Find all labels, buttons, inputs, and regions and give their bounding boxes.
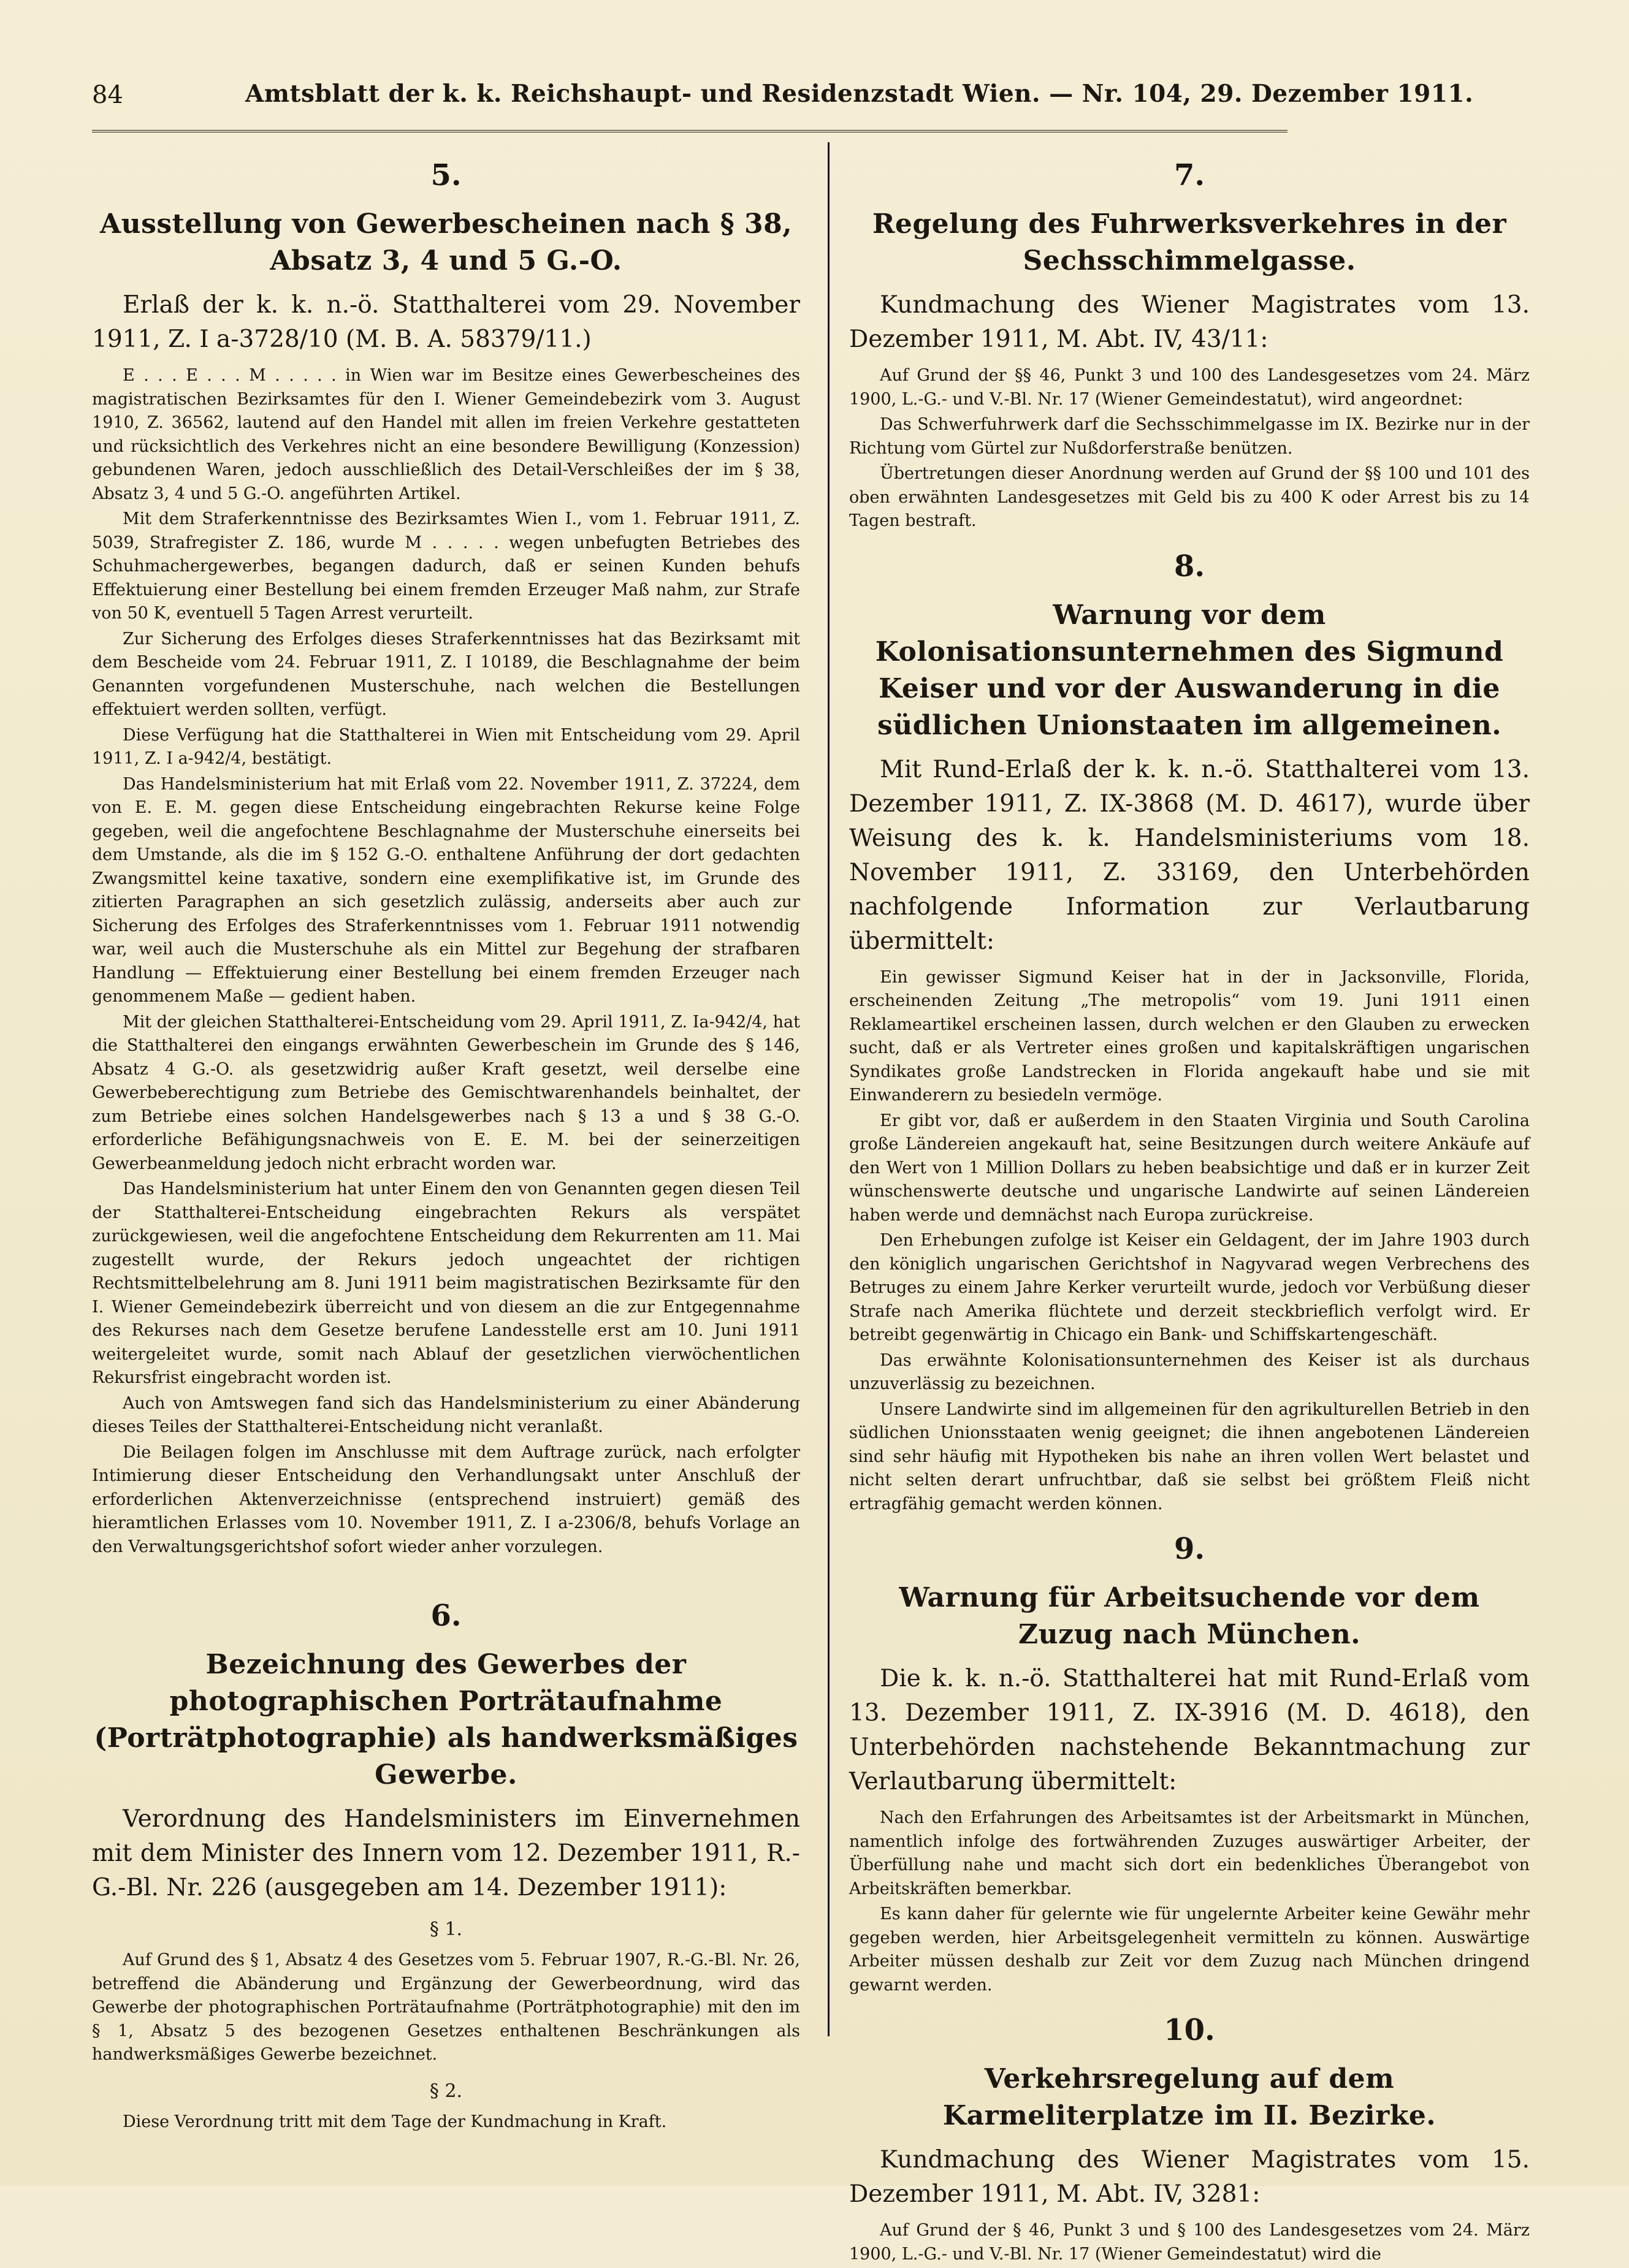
article-body xyxy=(849,2219,1530,2266)
article-title: Regelung des Fuhrwerksverkehres in der Sechsschimmelgasse. xyxy=(872,208,1507,276)
paragraph: E . . . E . . . M . . . . . in Wien war im Besitze eines Gewerbescheines des magistratischen Bezirksamtes für den I. Wiener Gemeindebezirk vom 3. August 1910, Z. 36562, lautend auf den Handel mit allen im freien Verkehre gestatteten und rücksichtlich des Verkehres nicht an eine besondere Bewilligung (Konzession) gebundenen Waren, jedoch ausschließlich des Detail-Verschleißes der im § 38, Absatz 3, 4 und 5 G.-O. angeführten Artikel. xyxy=(92,366,800,503)
article-9 xyxy=(849,1532,1530,1997)
article-body xyxy=(849,1806,1530,1997)
paragraph: Das Schwerfuhrwerk darf die Sechsschimmelgasse im IX. Bezirke nur in der Richtung vom Gürtel zur Nußdorferstraße benützen. xyxy=(849,415,1530,458)
article-title: Ausstellung von Gewerbescheinen nach § 38, Absatz 3, 4 und 5 G.-O. xyxy=(99,208,793,276)
paragraph: Das Handelsministerium hat mit Erlaß vom 22. November 1911, Z. 37224, dem von E. E. M. gegen diese Entscheidung eingebrachten Rekurse keine Folge gegeben, weil die angefochtene Beschlagnahme der Musterschuhe einerseits bei dem Umstande, als die im § 152 G.-O. enthaltene Anführung der dort gedachten Zwangsmittel keine taxative, sondern eine exemplifikative ist, im Grunde des zitierten Paragraphen an sich gesetzlich zulässig, anderseits aber auch zur Sicherung des Erfolges des Straferkenntnisses vom 1. Februar 1911 notwendig war, weil auch die Musterschuhe als ein Mittel zur Begehung der strafbaren Handlung — Effektuierung einer Bestellung bei einem fremden Erzeuger nach genommenem Maße — gedient haben. xyxy=(92,774,800,1006)
header-title: Amtsblatt der k. k. Reichshaupt- und Residenzstadt Wien. — Nr. 104, 29. Dezember 1911. xyxy=(245,80,1474,108)
article-number: 8. xyxy=(1173,549,1205,584)
paragraph: Mit der gleichen Statthalterei-Entscheidung vom 29. April 1911, Z. Ia-942/4, hat die Statthalterei den eingangs erwähnten Gewerbeschein im Grunde des § 146, Absatz 4 G.-O. als gesetzwidrig außer Kraft gesetzt, weil derselbe eine Gewerbeberechtigung zum Betriebe des Gemischtwarenhandels beinhaltet, der zum Betriebe eines solchen Handelsgewerbes nach § 13 a und § 38 G.-O. erforderliche Befähigungsnachweis von E. E. M. bei der seinerzeitigen Gewerbeanmeldung jedoch nicht erbracht worden war. xyxy=(92,1012,800,1173)
paragraph: Übertretungen dieser Anordnung werden auf Grund der §§ 100 und 101 des oben erwähnten Landesgesetzes mit Geld bis zu 400 K oder Arrest bis zu 14 Tagen bestraft. xyxy=(849,464,1530,530)
paragraph: Das erwähnte Kolonisationsunternehmen des Keiser ist als durchaus unzuverlässig zu bezeichnen. xyxy=(849,1350,1530,1393)
article-intro: Verordnung des Handelsministers im Einvernehmen mit dem Minister des Innern vom 12. Dezember 1911, R.-G.-Bl. Nr. 226 (ausgegeben am 14. Dezember 1911): xyxy=(92,1805,800,1901)
paragraph: Den Erhebungen zufolge ist Keiser ein Geldagent, der im Jahre 1903 durch den königlich ungarischen Gerichtshof in Nagyvarad wegen Verbrechens des Betruges zu einem Jahre Kerker verurteilt wurde, jedoch vor Verbüßung dieser Strafe nach Amerika flüchtete und derzeit steckbrieflich verfolgt wird. Er betreibt gegenwärtig in Chicago ein Bank- und Schiffskartengeschäft. xyxy=(849,1231,1530,1344)
paragraph: Das Handelsministerium hat unter Einem den von Genannten gegen diesen Teil der Statthalterei-Entscheidung eingebrachten Rekurs als verspätet zurückgewiesen, weil die angefochtene Entscheidung dem Rekurrenten am 11. Mai zugestellt wurde, der Rekurs jedoch ungeachtet der richtigen Rechtsmittelbelehrung am 8. Juni 1911 beim magistratischen Bezirksamte für den I. Wiener Gemeindebezirk überreicht und von diesem an die zur Entgegennahme des Rekurses nach dem Gesetze berufene Landesstelle erst am 10. Juni 1911 weitergeleitet wurde, somit nach Ablauf der gesetzlichen vierwöchentlichen Rekursfrist eingebracht worden ist. xyxy=(92,1179,800,1387)
article-8 xyxy=(849,549,1530,1516)
article-body xyxy=(92,364,800,1559)
article-body xyxy=(849,966,1530,1516)
paragraph: Er gibt vor, daß er außerdem in den Staaten Virginia und South Carolina große Ländereien angekauft hat, seine Besitzungen durch weitere Ankäufe auf den Wert von 1 Million Dollars zu heben beabsichtige und daß er in kurzer Zeit wünschenswerte deutsche und ungarische Landwirte auf seinen Ländereien haben werde und demnächst nach Europa zurückreise. xyxy=(849,1111,1530,1225)
paragraph: Auf Grund der § 46, Punkt 3 und § 100 des Landesgesetzes vom 24. März 1900, L.-G.- und V.-Bl. Nr. 17 (Wiener Gemeindestatut) wird die xyxy=(849,2221,1530,2264)
header-rule xyxy=(92,130,1288,132)
paragraph: Auf Grund der §§ 46, Punkt 3 und 100 des Landesgesetzes vom 24. März 1900, L.-G.- und V.-Bl. Nr. 17 (Wiener Gemeindestatut), wird angeordnet: xyxy=(849,366,1530,409)
paragraph: Auf Grund des § 1, Absatz 4 des Gesetzes vom 5. Februar 1907, R.-G.-Bl. Nr. 26, betreffend die Abänderung und Ergänzung der Gewerbeordnung, wird das Gewerbe der photographischen Porträtaufnahme (Porträtphotographie) mit den im § 1, Absatz 5 des bezogenen Gesetzes enthaltenen Beschränkungen als handwerksmäßiges Gewerbe bezeichnet. xyxy=(92,1950,800,2064)
article-body xyxy=(849,364,1530,533)
article-5 xyxy=(92,158,800,1559)
paragraph: Es kann daher für gelernte wie für ungelernte Arbeiter keine Gewähr mehr gegeben werden, hier Arbeitsgelegenheit vermitteln zu können. Auswärtige Arbeiter müssen deshalb zur Zeit vor dem Zuzug nach München dringend gewarnt werden. xyxy=(849,1905,1530,1995)
article-7 xyxy=(849,158,1530,533)
article-6 xyxy=(92,1599,800,2134)
article-intro: Erlaß der k. k. n.-ö. Statthalterei vom 29. November 1911, Z. I a-3728/10 (M. B. A. 58379/11.) xyxy=(92,291,800,353)
left-column xyxy=(92,142,800,2136)
article-intro: Die k. k. n.-ö. Statthalterei hat mit Rund-Erlaß vom 13. Dezember 1911, Z. IX-3916 (M. D. 4618), den Unterbehörden nachstehende Bekanntmachung zur Verlautbarung übermittelt: xyxy=(849,1665,1530,1795)
column-divider xyxy=(828,142,830,2036)
page-number: 84 xyxy=(92,81,123,109)
paragraph: Die Beilagen folgen im Anschlusse mit dem Auftrage zurück, nach erfolgter Intimierung dieser Entscheidung den Verhandlungsakt unter Anschluß der erforderlichen Aktenverzeichnisse (entsprechend instruiert) gemäß des hieramtlichen Erlasses vom 10. November 1911, Z. I a-2306/8, behufs Vorlage an den Verwaltungsgerichtshof sofort wieder anher vorzulegen. xyxy=(92,1442,800,1556)
paragraph: Nach den Erfahrungen des Arbeitsamtes ist der Arbeitsmarkt in München, namentlich infolge des fortwährenden Zuzuges auswärtiger Arbeiter, der Überfüllung nahe und macht sich dort ein bedenkliches Überangebot von Arbeitskräften bemerkbar. xyxy=(849,1808,1530,1898)
article-number: 6. xyxy=(430,1599,462,1633)
paragraph: Diese Verfügung hat die Statthalterei in Wien mit Entscheidung vom 29. April 1911, Z. I a-942/4, bestätigt. xyxy=(92,725,800,768)
article-number: 9. xyxy=(1173,1532,1205,1566)
section-label: § 1. xyxy=(429,1919,463,1940)
article-title: Warnung für Arbeitsuchende vor dem Zuzug nach München. xyxy=(899,1582,1480,1650)
right-column xyxy=(849,142,1530,2268)
article-number: 7. xyxy=(1173,158,1205,192)
section-label: § 2. xyxy=(429,2080,463,2102)
paragraph: Ein gewisser Sigmund Keiser hat in der in Jacksonville, Florida, erscheinenden Zeitung „The metropolis“ vom 19. Juni 1911 einen Reklameartikel erscheinen lassen, durch welchen er den Glauben zu erwecken sucht, daß er als Vertreter eines großen und kapitalskräftigen ungarischen Syndikates große Landstrecken in Florida angekauft habe und sie mit Einwanderern zu besiedeln vermöge. xyxy=(849,967,1530,1105)
paragraph: Mit dem Straferkenntnisse des Bezirksamtes Wien I., vom 1. Februar 1911, Z. 5039, Strafregister Z. 186, wurde M . . . . . wegen unbefugten Betriebes des Schuhmachergewerbes, begangen dadurch, daß er seinen Kunden behufs Effektuierung einer Bestellung bei einem fremden Erzeuger Maß nahm, zur Strafe von 50 K, eventuell 5 Tagen Arrest verurteilt. xyxy=(92,509,800,623)
article-number: 5. xyxy=(430,158,462,192)
article-intro: Kundmachung des Wiener Magistrates vom 15. Dezember 1911, M. Abt. IV, 3281: xyxy=(849,2146,1530,2208)
article-title: Verkehrsregelung auf dem Karmeliterplatze im II. Bezirke. xyxy=(942,2063,1436,2131)
paragraph: Unsere Landwirte sind im allgemeinen für den agrikulturellen Betrieb in den südlichen Unionsstaaten wenig geeignet; die ihnen angebotenen Ländereien sind sehr häufig mit Hypotheken bis nahe an ihren vollen Wert belastet und nicht selten derart unfruchtbar, daß sie selbst bei größtem Fleiß nicht ertragfähig gemacht werden können. xyxy=(849,1399,1530,1513)
article-number: 10. xyxy=(1164,2013,1215,2047)
paragraph: Zur Sicherung des Erfolges dieses Straferkenntnisses hat das Bezirksamt mit dem Bescheide vom 24. Februar 1911, Z. I 10189, die Beschlagnahme der beim Genannten vorgefundenen Musterschuhe, nach welchen die Bestellungen effektuiert werden sollten, verfügt. xyxy=(92,629,800,719)
article-intro: Kundmachung des Wiener Magistrates vom 13. Dezember 1911, M. Abt. IV, 43/11: xyxy=(849,291,1530,353)
article-10 xyxy=(849,2013,1530,2266)
article-body xyxy=(92,2110,800,2134)
article-title: Warnung vor dem Kolonisationsunternehmen des Sigmund Keiser und vor der Auswanderung in die südlichen Unionstaaten im allgemeinen. xyxy=(875,599,1504,741)
article-intro: Mit Rund-Erlaß der k. k. n.-ö. Statthalterei vom 13. Dezember 1911, Z. IX-3868 (M. D. 4617), wurde über Weisung des k. k. Handelsministeriums vom 18. November 1911, Z. 33169, den Unterbehörden nachfolgende Information zur Verlautbarung übermittelt: xyxy=(849,755,1530,955)
paragraph: Diese Verordnung tritt mit dem Tage der Kundmachung in Kraft. xyxy=(123,2112,667,2131)
page-header xyxy=(92,72,1474,121)
article-body xyxy=(92,1949,800,2067)
article-title: Bezeichnung des Gewerbes der photographischen Porträtaufnahme (Porträtphotographie) als handwerksmäßiges Gewerbe. xyxy=(94,1649,798,1790)
paragraph: Auch von Amtswegen fand sich das Handelsministerium zu einer Abänderung dieses Teiles der Statthalterei-Entscheidung nicht veranlaßt. xyxy=(92,1393,800,1436)
